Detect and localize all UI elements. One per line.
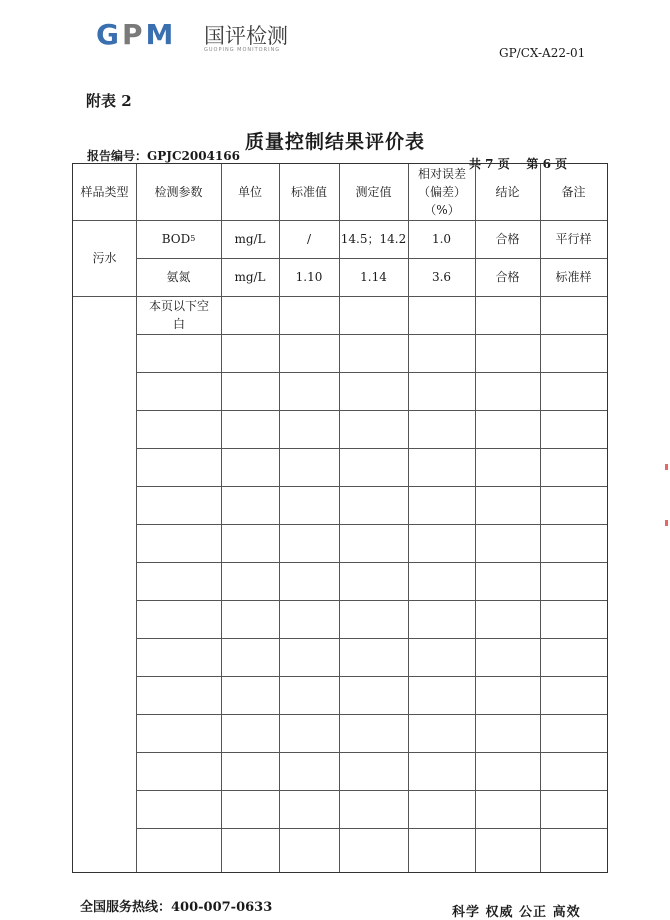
- logo-chinese-name: 国评检测: [204, 24, 288, 48]
- scan-edge-mark: [665, 464, 668, 470]
- table-cell-measured: 1.14: [360, 270, 387, 284]
- row-divider: [136, 790, 607, 791]
- table-cell-deviation: 1.0: [431, 232, 452, 246]
- header-sample-type: 样品类型: [80, 185, 129, 199]
- sample-type-cell: 污水: [92, 251, 117, 265]
- table-cell-unit: mg/L: [234, 270, 266, 284]
- header-conclusion: 结论: [495, 185, 520, 199]
- header-deviation: 相对误差（偏差）（%）: [417, 167, 466, 217]
- header-measured: 测定值: [355, 185, 392, 199]
- table-cell-deviation: 3.6: [431, 270, 452, 284]
- header-parameter: 检测参数: [154, 185, 203, 199]
- table-cell-conclusion: 合格: [495, 270, 520, 284]
- row-divider: [136, 828, 607, 829]
- row-divider: [136, 638, 607, 639]
- logo-letters: GPM: [96, 18, 177, 51]
- row-divider: [136, 524, 607, 525]
- table-cell-conclusion: 合格: [495, 232, 520, 246]
- header-unit: 单位: [237, 185, 262, 199]
- table-cell-standard: 1.10: [295, 270, 323, 284]
- company-slogan: 科学 权威 公正 高效: [452, 905, 581, 920]
- row-divider: [136, 448, 607, 449]
- row-divider: [136, 600, 607, 601]
- row-divider: [136, 714, 607, 715]
- document-code: GP/CX-A22-01: [499, 46, 586, 60]
- table-cell-remark: 平行样: [555, 232, 592, 246]
- page-info: 共 7 页 第 6 页: [469, 157, 568, 171]
- row-divider: [136, 372, 607, 373]
- scan-edge-mark: [665, 520, 668, 526]
- table-cell-standard: /: [306, 232, 312, 246]
- row-divider: [136, 410, 607, 411]
- service-hotline: 全国服务热线：400-007-0633: [80, 900, 273, 915]
- qc-result-table: [72, 163, 608, 873]
- row-divider: [136, 752, 607, 753]
- table-cell-unit: mg/L: [234, 232, 266, 246]
- logo-subtitle: GUOPING MONITORING: [204, 47, 281, 53]
- row-divider: [136, 676, 607, 677]
- table-cell-parameter: 氨氮: [166, 270, 191, 284]
- appendix-label: 附表 2: [86, 92, 132, 110]
- table-cell-remark: 标准样: [555, 270, 592, 284]
- row-divider: [136, 334, 607, 335]
- table-cell-parameter: BOD 5: [161, 232, 196, 246]
- header-standard: 标准值: [290, 185, 327, 199]
- page-title: 质量控制结果评价表: [244, 131, 425, 153]
- blank-below-note: 本页以下空白: [148, 299, 209, 331]
- table-cell-measured: 14.5；14.2: [340, 232, 407, 246]
- row-divider: [136, 486, 607, 487]
- report-number: 报告编号：GPJC2004166: [87, 149, 240, 163]
- header-remark: 备注: [561, 185, 586, 199]
- row-divider: [136, 562, 607, 563]
